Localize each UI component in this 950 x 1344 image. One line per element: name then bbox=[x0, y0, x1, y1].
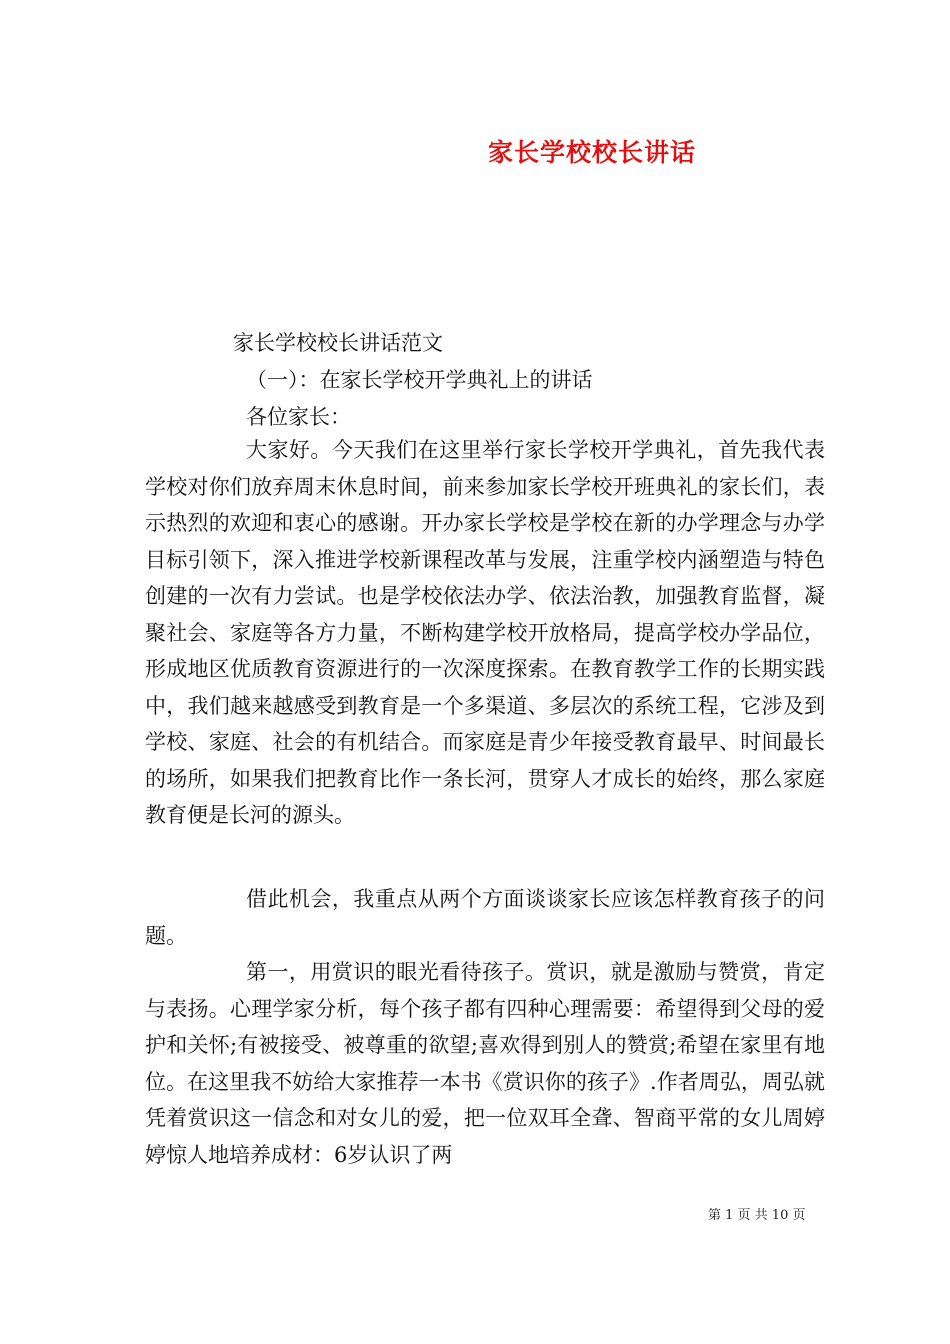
body-paragraph: 大家好。今天我们在这里举行家长学校开学典礼，首先我代表学校对你们放弃周末休息时间，前来参加家长学校开班典礼的家长们，表示热烈的欢迎和衷心的感谢。开办家长学校是学校在新的办学理念与办学目标引领下，深入推进学校新课程改革与发展，注重学校内涵塑造与特色创建的一次有力尝试。也是学校依法办学、依法治教，加强教育监督，凝聚社会、家庭等各方力量，不断构建学校开放格局，提高学校办学品位，形成地区优质教育资源进行的一次深度探索。在教育教学工作的长期实践中，我们越来越感受到教育是一个多渠道、多层次的系统工程，它涉及到学校、家庭、社会的有机结合。而家庭是青少年接受教育最早、时间最长的场所，如果我们把教育比作一条长河，贯穿人才成长的始终，那么家庭教育便是长河的源头。 bbox=[145, 438, 825, 827]
body-paragraph: 第一，用赏识的眼光看待孩子。赏识，就是激励与赞赏，肯定与表扬。心理学家分析，每个孩子都有四种心理需要：希望得到父母的爱护和关怀;有被接受、被尊重的欲望;喜欢得到别人的赞赏;希望在家里有地位。在这里我不妨给大家推荐一本书《赏识你的孩子》.作者周弘，周弘就凭着赏识这一信念和对女儿的爱，把一位双耳全聋、智商平常的女儿周婷婷惊人地培养成材：6岁认识了两 bbox=[145, 960, 825, 1167]
salutation: 各位家长： bbox=[246, 405, 351, 429]
document-subtitle: 家长学校校长讲话范文 bbox=[233, 331, 443, 355]
document-title: 家长学校校长讲话 bbox=[488, 138, 697, 167]
body-paragraph: 借此机会，我重点从两个方面谈谈家长应该怎样教育孩子的问题。 bbox=[145, 887, 825, 948]
page-number-footer: 第 1 页 共 10 页 bbox=[708, 1208, 806, 1223]
section-heading: （一）：在家长学校开学典礼上的讲话 bbox=[246, 368, 593, 392]
